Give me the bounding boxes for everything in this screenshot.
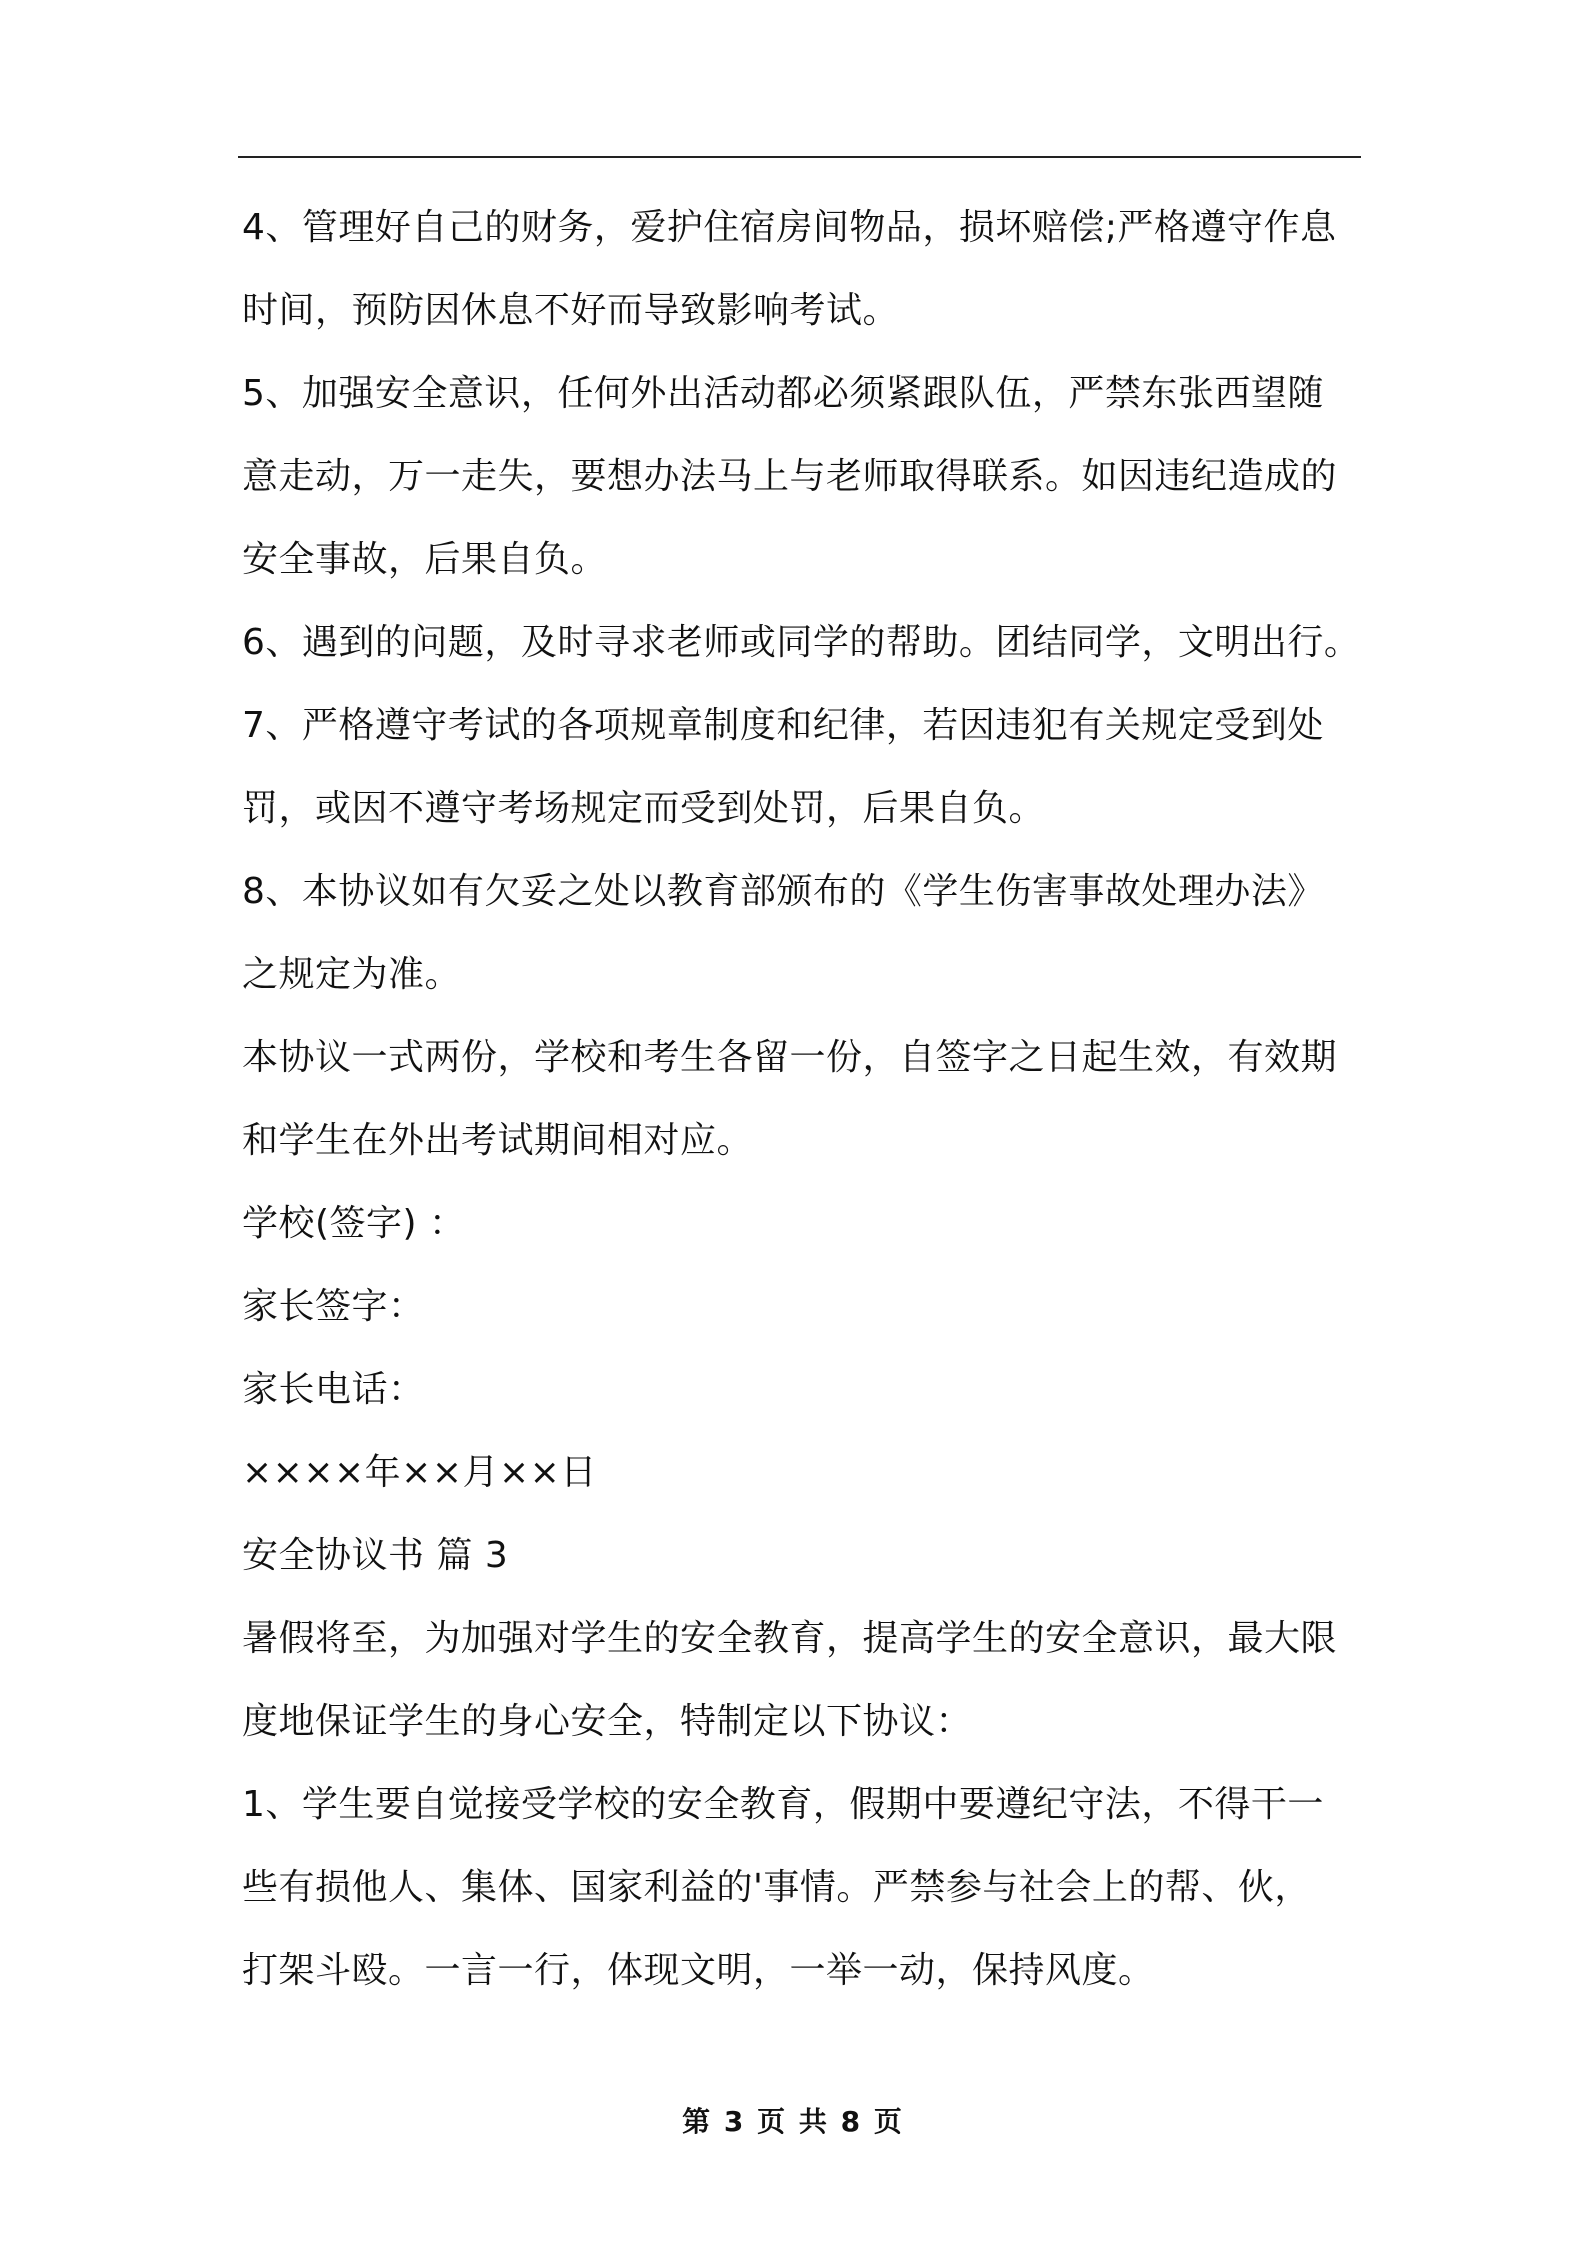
- text-line: 6、遇到的问题，及时寻求老师或同学的帮助。团结同学，文明出行。: [242, 622, 1361, 663]
- parent-signature-line: 家长签字：: [242, 1286, 425, 1327]
- school-signature-line: 学校(签字) ：: [242, 1203, 466, 1244]
- document-body: [242, 186, 1382, 2012]
- text-line: 7、严格遵守考试的各项规章制度和纪律，若因违犯有关规定受到处: [242, 705, 1324, 746]
- text-line: 打架斗殴。一言一行，体现文明，一举一动，保持风度。: [242, 1950, 1155, 1991]
- text-line: 4、管理好自己的财务，爱护住宿房间物品，损坏赔偿;严格遵守作息: [242, 207, 1337, 248]
- text-line: 些有损他人、集体、国家利益的'事情。严禁参与社会上的帮、伙，: [242, 1867, 1311, 1908]
- text-line: 之规定为准。: [242, 954, 462, 995]
- text-line: 时间，预防因休息不好而导致影响考试。: [242, 290, 900, 331]
- text-line: 度地保证学生的身心安全，特制定以下协议：: [242, 1701, 973, 1742]
- section-heading: 安全协议书 篇 3: [242, 1535, 509, 1576]
- text-line: 和学生在外出考试期间相对应。: [242, 1120, 754, 1161]
- text-line: 1、学生要自觉接受学校的安全教育，假期中要遵纪守法，不得干一: [242, 1784, 1324, 1825]
- text-line: 罚，或因不遵守考场规定而受到处罚，后果自负。: [242, 788, 1046, 829]
- text-line: 暑假将至，为加强对学生的安全教育，提高学生的安全意识，最大限: [242, 1618, 1338, 1659]
- date-line: ××××年××月××日: [242, 1452, 597, 1493]
- text-line: 本协议一式两份，学校和考生各留一份，自签字之日起生效，有效期: [242, 1037, 1338, 1078]
- text-line: 5、加强安全意识，任何外出活动都必须紧跟队伍，严禁东张西望随: [242, 373, 1324, 414]
- parent-phone-line: 家长电话：: [242, 1369, 425, 1410]
- page-number: 第 3 页 共 8 页: [682, 2105, 904, 2138]
- header-rule: [238, 156, 1361, 158]
- text-line: 8、本协议如有欠妥之处以教育部颁布的《学生伤害事故处理办法》: [242, 871, 1324, 912]
- text-line: 意走动，万一走失，要想办法马上与老师取得联系。如因违纪造成的: [242, 456, 1338, 497]
- text-line: 安全事故，后果自负。: [242, 539, 608, 580]
